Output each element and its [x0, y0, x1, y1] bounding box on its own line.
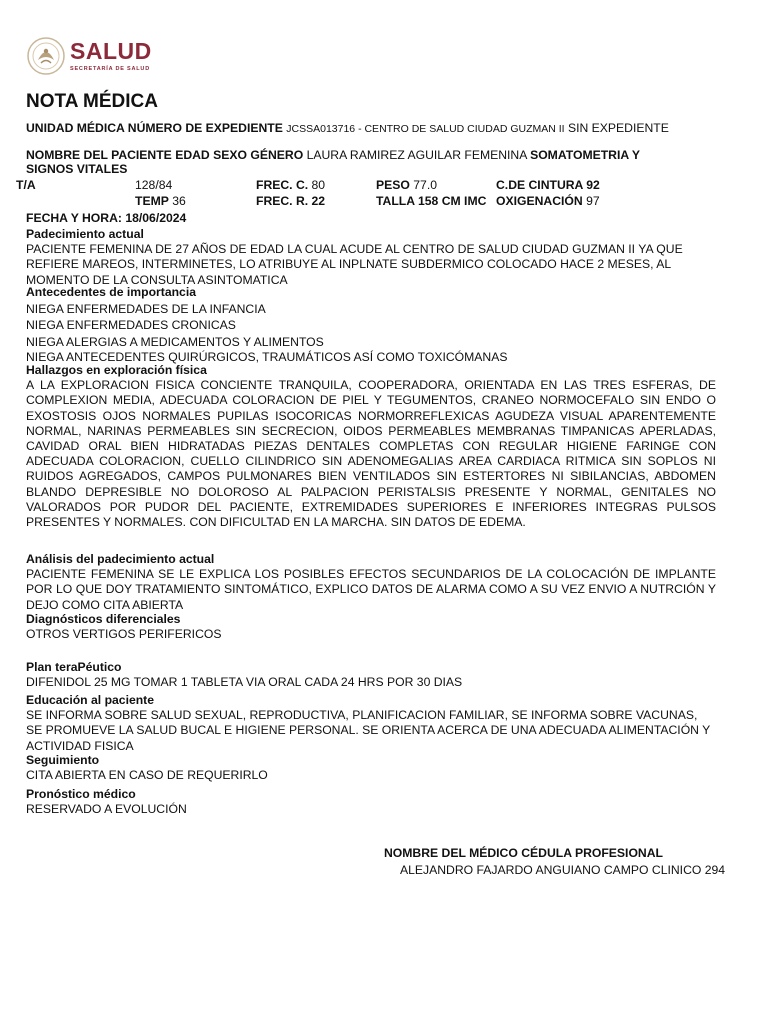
temp-value: 36: [172, 194, 186, 208]
cintura-value: 92: [586, 178, 600, 192]
antecedente-item: NIEGA ENFERMEDADES DE LA INFANCIA: [26, 302, 266, 317]
logo-wordmark: SALUD: [70, 38, 152, 64]
hallazgos-text: A LA EXPLORACION FISICA CONCIENTE TRANQUILA, COOPERADORA, ORIENTADA EN LAS TRES ESFERAS, DE COMPLEXION MEDIA, ADECUADA COLORACION DE PIEL Y TEGUMENTOS, CRANEO NORMOCEFALO SIN ENDO O EXOSTOSIS OJOS NORMALES PUPILAS ISOCORICAS NORMORREFLEXICAS AGUDEZA VISUAL APARENTEMENTE NORMAL, NARINAS PERMEABLES SIN SECRECION, OIDOS PERMEABLES MEMBRANAS TIMPANICAS APERLADAS, CAVIDAD ORAL BIEN HIDRATADAS PIEZAS DENTALES COMPLETAS CON REGULAR HIGIENE FARINGE CON ADECUADA COLORACION, CUELLO CILINDRICO SIN ADENOMEGALIAS AREA CARDIACA RITMICA SIN SOPLOS NI RUIDOS AGREGADOS, CAMPOS PULMONARES BIEN VENTILADOS SIN ESTERTORES NI SIBILANCIAS, ABDOMEN BLANDO DEPRESIBLE NO DOLOROSO AL PALPACION PERISTALSIS PRESENTE Y NORMAL, GENITALES NO VALORADOS POR PUDOR DEL PACIENTE, EXTREMIDADES SUPERIORES E INFERIORES INTEGRAS PULSOS PRESENTES Y NORMALES. CON DIFICULTAD EN LA MARCHA. SIN DATOS DE EDEMA.: [26, 378, 716, 530]
antecedente-item: NIEGA ANTECEDENTES QUIRÚRGICOS, TRAUMÁTICOS ASÍ COMO TOXICÓMANAS: [26, 349, 508, 364]
cintura: [496, 178, 600, 193]
somatometria-label: SOMATOMETRIA Y: [530, 148, 640, 162]
analisis-heading: Análisis del padecimiento actual: [26, 552, 215, 566]
patient-value: LAURA RAMIREZ AGUILAR FEMENINA: [306, 148, 527, 162]
plan-heading: Plan teraPéutico: [26, 660, 122, 674]
temp-label: TEMP: [135, 194, 169, 208]
educacion-heading: Educación al paciente: [26, 693, 155, 707]
oxig-value: 97: [586, 194, 600, 208]
hallazgos-section: [26, 363, 716, 530]
temp: [135, 194, 186, 209]
eagle-emblem-icon: [26, 36, 66, 76]
peso-value: 77.0: [413, 178, 437, 192]
cintura-label: C.DE CINTURA: [496, 178, 583, 192]
diagnosticos-text: OTROS VERTIGOS PERIFERICOS: [26, 627, 222, 642]
signos-vitales-label: SIGNOS VITALES: [26, 162, 128, 176]
fecha-value: 18/06/2024: [125, 211, 187, 225]
talla-label: TALLA: [376, 194, 415, 208]
unit-line: [26, 121, 669, 137]
padecimiento-text: PACIENTE FEMENINA DE 27 AÑOS DE EDAD LA CUAL ACUDE AL CENTRO DE SALUD CIUDAD GUZMAN II YA QUE REFIERE MAREOS, INTERMINETES, LO ATRIBUYE AL INPLNATE SUBDERMICO COLOCADO HACE 2 MESES, AL MOMENTO DE LA CONSULTA ASINTOMATICA: [26, 242, 683, 287]
frec-c-label: FREC. C.: [256, 178, 309, 192]
plan-text: DIFENIDOL 25 MG TOMAR 1 TABLETA VIA ORAL CADA 24 HRS POR 30 DIAS: [26, 675, 463, 690]
pronostico-text: RESERVADO A EVOLUCIÓN: [26, 802, 187, 817]
ta-value: 128/84: [135, 178, 173, 192]
logo-subtext: SECRETARÍA DE SALUD: [70, 66, 150, 72]
padecimiento-heading: Padecimiento actual: [26, 227, 144, 241]
seguimiento-section: [26, 753, 716, 783]
fecha-label: FECHA Y HORA:: [26, 211, 122, 225]
antecedente-item: NIEGA ENFERMEDADES CRONICAS: [26, 318, 236, 333]
frec-r: [256, 194, 325, 209]
antecedente-item: NIEGA ALERGIAS A MEDICAMENTOS Y ALIMENTOS: [26, 334, 324, 349]
plan-section: [26, 660, 716, 690]
pronostico-heading: Pronóstico médico: [26, 787, 136, 801]
medico-value: ALEJANDRO FAJARDO ANGUIANO CAMPO CLINICO 294: [400, 863, 726, 877]
oxigenacion: [496, 194, 600, 209]
oxig-label: OXIGENACIÓN: [496, 194, 583, 208]
hallazgos-heading: Hallazgos en exploración física: [26, 363, 207, 377]
pronostico-section: [26, 787, 716, 817]
talla-unit: CM IMC: [441, 194, 487, 208]
expediente-value: SIN EXPEDIENTE: [567, 121, 669, 135]
salud-logo: [26, 36, 166, 80]
frec-c: [256, 178, 325, 193]
analisis-text: PACIENTE FEMENINA SE LE EXPLICA LOS POSIBLES EFECTOS SECUNDARIOS DE LA COLOCACIÓN DE IMPLANTE POR LO QUE DOY TRATAMIENTO SINTOMÁTICO, EXPLICO DATOS DE ALARMA COMO A SU VEZ ENVIO A NUTRCIÓN Y DEJO COMO CITA ABIERTA: [26, 567, 716, 612]
diagnosticos-heading: Diagnósticos diferenciales: [26, 612, 181, 626]
peso: [376, 178, 437, 193]
diagnosticos-section: [26, 612, 716, 642]
fecha-line: [26, 211, 186, 226]
unit-value: JCSSA013716 - CENTRO DE SALUD CIUDAD GUZMAN II: [286, 123, 565, 135]
educacion-section: [26, 693, 716, 754]
padecimiento-section: [26, 227, 716, 288]
patient-label: NOMBRE DEL PACIENTE EDAD SEXO GÉNERO: [26, 148, 304, 162]
seguimiento-heading: Seguimiento: [26, 753, 100, 767]
seguimiento-text: CITA ABIERTA EN CASO DE REQUERIRLO: [26, 768, 268, 783]
educacion-text: SE INFORMA SOBRE SALUD SEXUAL, REPRODUCTIVA, PLANIFICACION FAMILIAR, SE INFORMA SOBRE VACUNAS, SE PROMUEVE LA SALUD BUCAL E HIGIENE PERSONAL. SE ORIENTA ACERCA DE UNA ADECUADA ALIMENTACIÓN Y ACTIVIDAD FISICA: [26, 708, 711, 753]
analisis-section: [26, 552, 716, 613]
medico-label: NOMBRE DEL MÉDICO CÉDULA PROFESIONAL: [384, 846, 663, 860]
talla: [376, 194, 486, 209]
frec-c-value: 80: [311, 178, 326, 192]
unit-label: UNIDAD MÉDICA NÚMERO DE EXPEDIENTE: [26, 121, 283, 135]
ta-label: T/A: [16, 178, 36, 192]
frec-r-label: FREC. R.: [256, 194, 309, 208]
antecedentes-section: [26, 285, 716, 365]
frec-r-value: 22: [311, 194, 326, 208]
peso-label: PESO: [376, 178, 410, 192]
page-title: NOTA MÉDICA: [26, 91, 158, 112]
talla-value: 158: [417, 194, 439, 208]
antecedentes-heading: Antecedentes de importancia: [26, 285, 196, 299]
patient-line: [26, 148, 640, 163]
